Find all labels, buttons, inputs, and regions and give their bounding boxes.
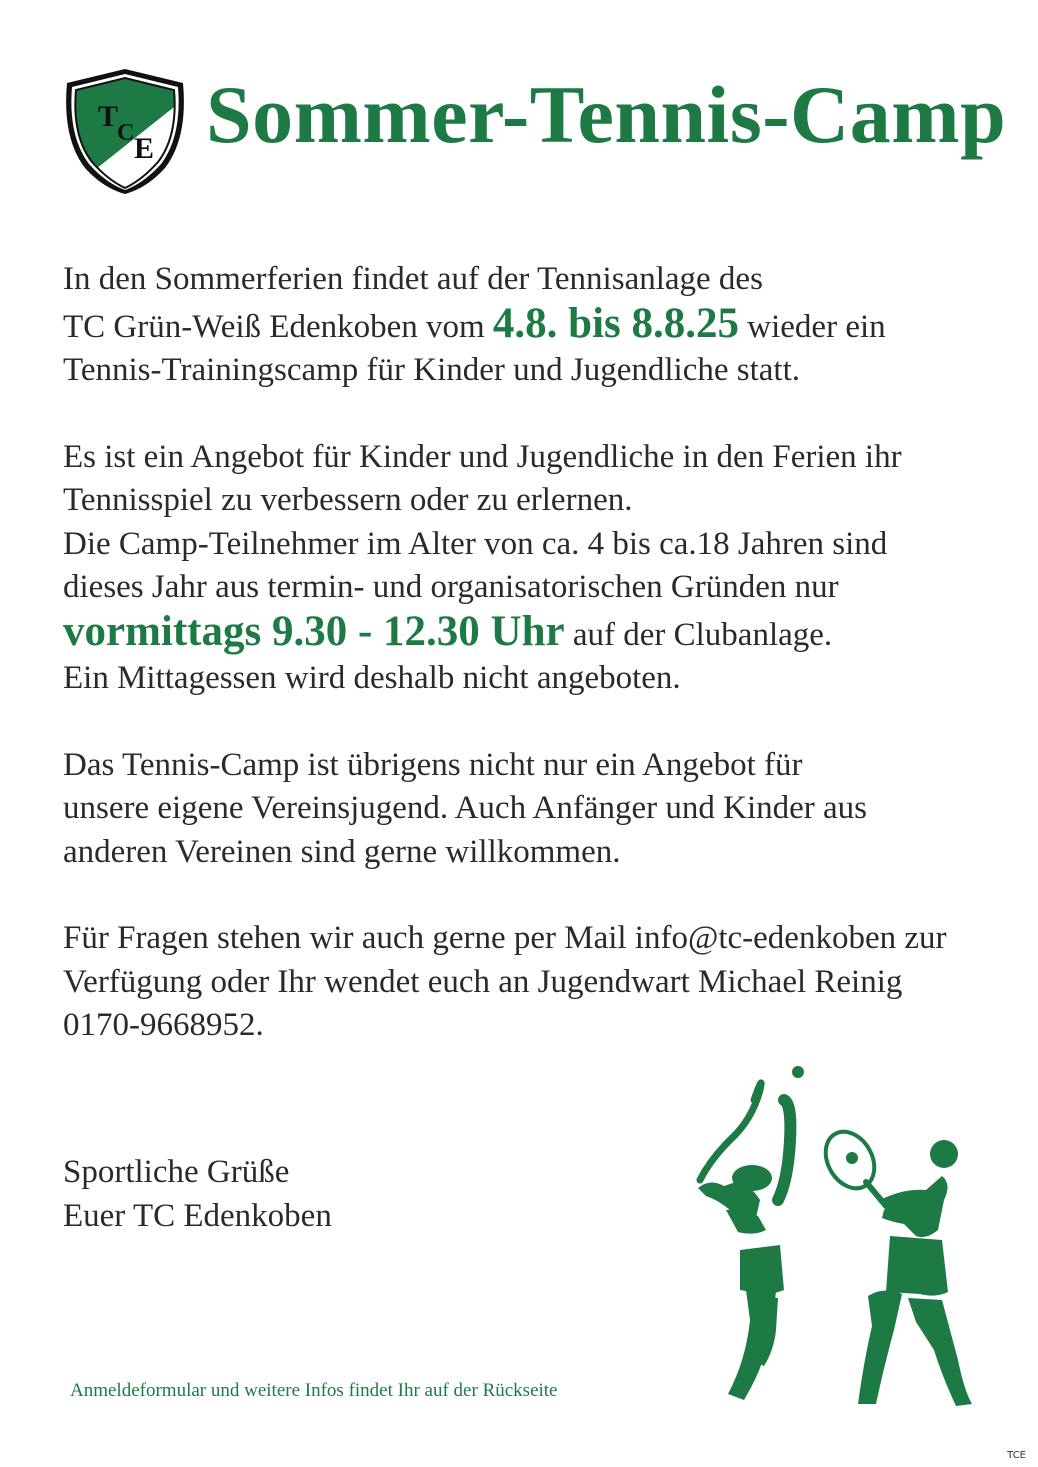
intro-line-2 [63,299,1003,350]
intro-line-2-start: TC Grün-Weiß Edenkoben vom [63,308,493,345]
contact-line-3: 0170-9668952. [63,1007,264,1043]
svg-text:C: C [117,120,135,146]
offer-line-2: Tennisspiel zu verbessern oder zu erlernen. [63,482,633,518]
signoff-line-2: Euer TC Edenkoben [63,1198,332,1234]
offer-line-3: Die Camp-Teilnehmer im Alter von ca. 4 bis ca.18 Jahren sind [63,525,888,562]
contact-line-2: Verfügung oder Ihr wendet euch an Jugendwart Michael Reinig [63,963,903,1000]
svg-text:T: T [98,100,119,133]
contact-line-1: Für Fragen stehen wir auch gerne per Mail info@tc-edenkoben zur [63,920,947,956]
offer-line-6: Ein Mittagessen wird deshalb nicht angeboten. [63,660,681,696]
tennis-players-illustration [680,1060,980,1420]
club-logo [62,66,188,196]
offer-line-1: Es ist ein Angebot für Kinder und Jugendliche in den Ferien ihr [63,438,902,475]
open-line-2: unsere eigene Vereinsjugend. Auch Anfänger und Kinder aus [63,790,867,826]
offer-line-5 [63,607,1003,658]
svg-text:E: E [134,132,155,165]
signoff-line-1: Sportliche Grüße [63,1154,290,1190]
offer-line-4: dieses Jahr aus termin- und organisatorischen Gründen nur [63,569,839,605]
signoff [63,1150,332,1238]
offer-line-5-end: auf der Clubanlage. [564,616,833,653]
body-text [63,258,1003,1048]
camp-time: vormittags 9.30 - 12.30 Uhr [63,607,565,655]
camp-date-range: 4.8. bis 8.8.25 [492,299,740,347]
intro-line-3: Tennis-Trainingscamp für Kinder und Jugendliche statt. [63,352,801,388]
intro-line-1: In den Sommerferien findet auf der Tennisanlage des [63,261,763,297]
intro-line-2-end: wieder ein [739,308,886,345]
open-line-1: Das Tennis-Camp ist übrigens nicht nur ein Angebot für [63,746,803,783]
open-line-3: anderen Vereinen sind gerne willkommen. [63,833,621,870]
corner-mark: TCE [1007,1450,1026,1461]
page-title: Sommer-Tennis-Camp [206,69,1007,160]
footer-note: Anmeldeformular und weitere Infos findet Ihr auf der Rückseite [70,1380,558,1401]
